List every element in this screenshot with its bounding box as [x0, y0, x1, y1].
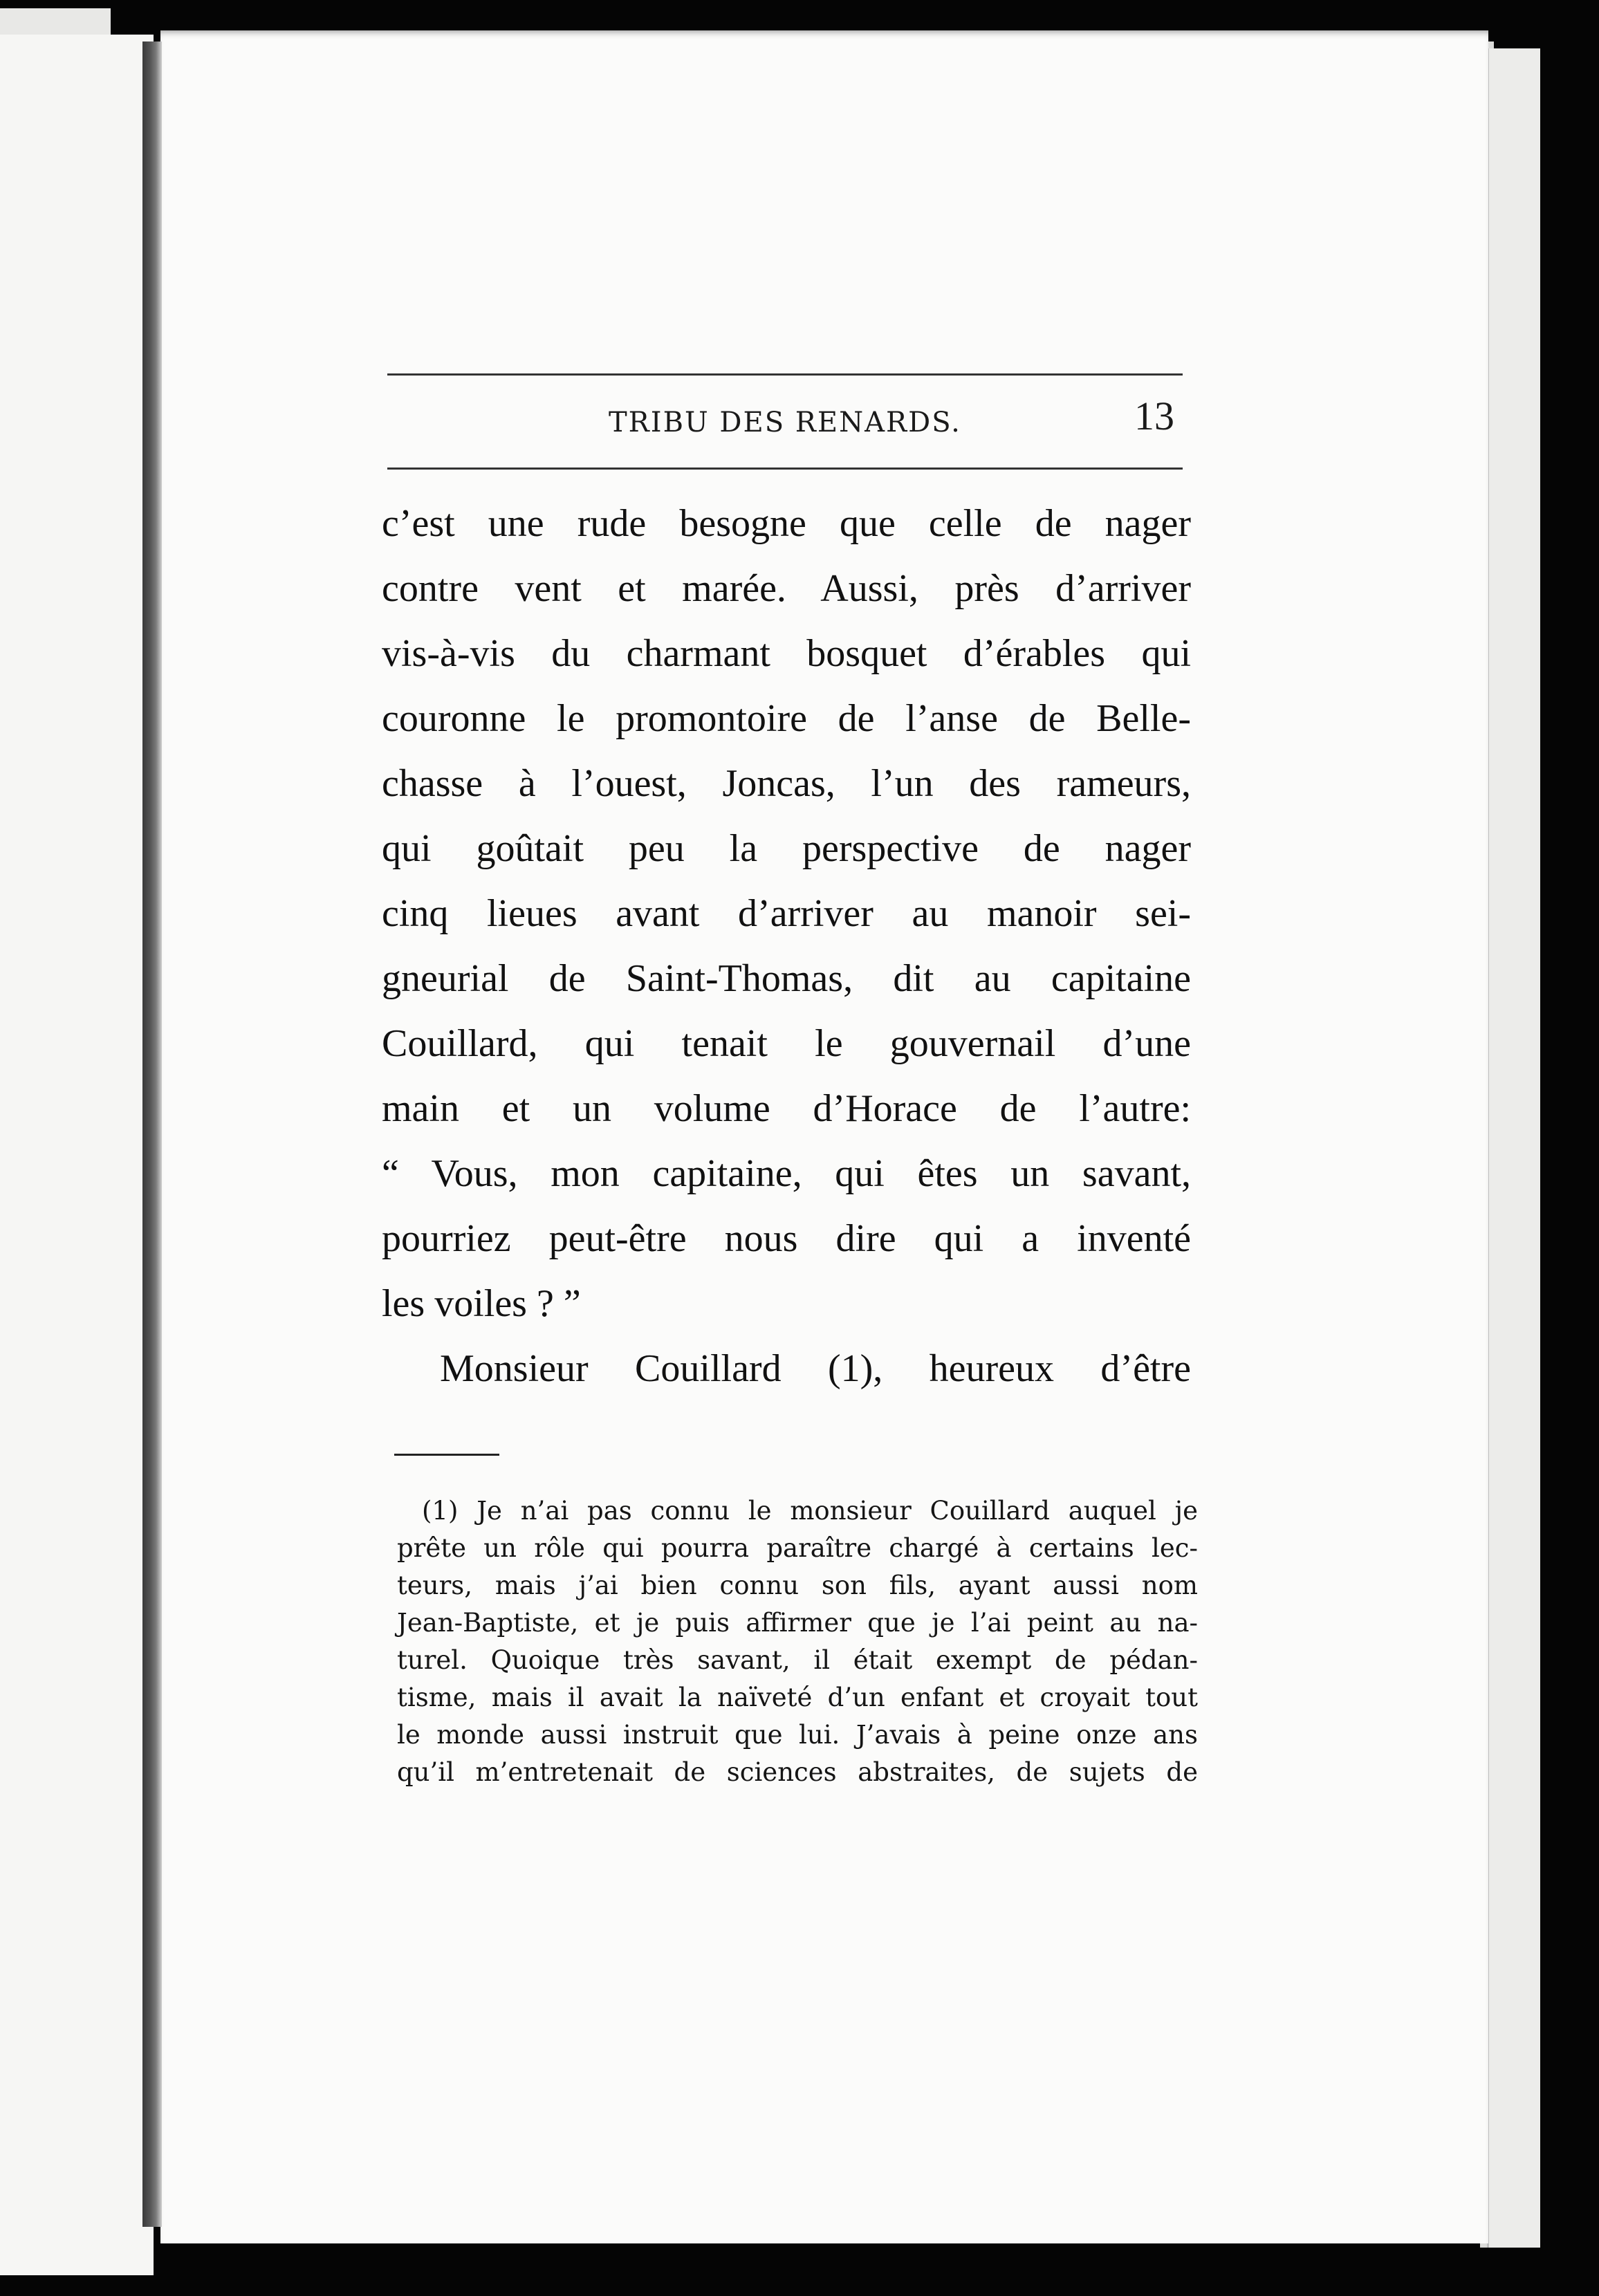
body-line: gneurial de Saint-Thomas, dit au capitaine	[382, 957, 1191, 1000]
body-text	[382, 491, 1191, 1401]
footnote-line: (1) Je n’ai pas connu le monsieur Couillard auquel je	[422, 1496, 1198, 1526]
body-line: chasse à l’ouest, Joncas, l’un des rameurs,	[382, 762, 1191, 805]
footnote	[397, 1492, 1198, 1791]
footnote-line: teurs, mais j’ai bien connu son fils, ayant aussi nom	[397, 1571, 1198, 1600]
footnote-line: qu’il m’entretenait de sciences abstraites, de sujets de	[397, 1757, 1198, 1787]
body-line: vis-à-vis du charmant bosquet d’érables qui	[382, 632, 1191, 675]
body-line: c’est une rude besogne que celle de nager	[382, 502, 1191, 545]
body-line: main et un volume d’Horace de l’autre:	[382, 1087, 1191, 1130]
left-page	[0, 35, 154, 2275]
page-number: 13	[1134, 394, 1174, 438]
body-line: Monsieur Couillard (1), heureux d’être	[440, 1347, 1191, 1390]
footnote-line: le monde aussi instruit que lui. J’avais à peine onze ans	[397, 1720, 1198, 1750]
body-line: cinq lieues avant d’arriver au manoir sei-	[382, 892, 1191, 935]
body-line: pourriez peut-être nous dire qui a inventé	[382, 1217, 1191, 1260]
body-line: les voiles ? ”	[382, 1282, 581, 1325]
body-line: couronne le promontoire de l’anse de Belle-	[382, 697, 1191, 740]
book-gutter	[142, 41, 162, 2227]
header-bottom-rule	[387, 467, 1183, 470]
running-head: TRIBU DES RENARDS.	[609, 407, 961, 438]
body-line: Couillard, qui tenait le gouvernail d’une	[382, 1022, 1191, 1065]
body-line: qui goûtait peu la perspective de nager	[382, 827, 1191, 870]
footnote-line: turel. Quoique très savant, il était exempt de pédan-	[397, 1645, 1198, 1675]
footnote-line: tisme, mais il avait la naïveté d’un enfant et croyait tout	[397, 1683, 1198, 1712]
footnote-line: prête un rôle qui pourra paraître chargé à certains lec-	[397, 1533, 1198, 1563]
footnote-rule	[394, 1454, 499, 1456]
body-line: contre vent et marée. Aussi, près d’arriver	[382, 567, 1191, 610]
footnote-line: Jean-Baptiste, et je puis affirmer que je l’ai peint au na-	[397, 1608, 1198, 1638]
header-top-rule	[387, 373, 1183, 376]
page-stack-edge-outer	[1487, 48, 1540, 2248]
body-line: “ Vous, mon capitaine, qui êtes un savant,	[382, 1152, 1191, 1195]
